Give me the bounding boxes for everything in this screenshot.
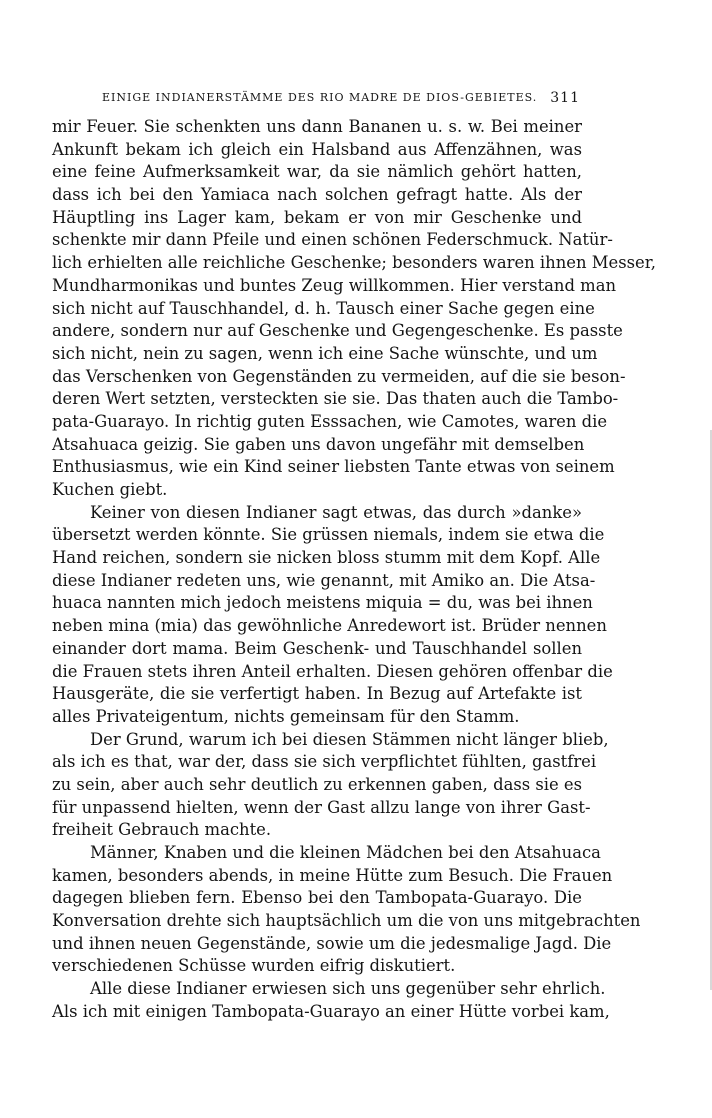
text-line: lich erhielten alle reichliche Geschenke; besonders waren ihnen Messer, [52, 253, 656, 273]
text-line: Hausgeräte, die sie verfertigt haben. In Bezug auf Artefakte ist [52, 684, 582, 704]
text-line: Alle diese Indianer erwiesen sich uns gegenüber sehr ehrlich. [90, 979, 606, 999]
text-line: Kuchen giebt. [52, 480, 168, 499]
text-line: Keiner von diesen Indianer sagt etwas, das durch »danke» [90, 502, 582, 522]
body-text [52, 116, 656, 1024]
text-line: eine feine Aufmerksamkeit war, da sie nämlich gehört hatten, [52, 162, 582, 182]
text-line: Als ich mit einigen Tambopata-Guarayo an einer Hütte vorbei kam, [52, 1001, 610, 1021]
running-head [52, 89, 580, 107]
text-line: die Frauen stets ihren Anteil erhalten. Diesen gehören offenbar die [52, 661, 613, 681]
paragraph [52, 842, 641, 978]
text-line: einander dort mama. Beim Geschenk- und Tauschhandel sollen [52, 638, 582, 658]
text-line: deren Wert setzten, versteckten sie sie. Das thaten auch die Tambo- [52, 389, 619, 409]
text-line: verschiedenen Schüsse wurden eifrig diskutiert. [52, 956, 456, 976]
text-line: Ankunft bekam ich gleich ein Halsband aus Affenzähnen, was [52, 139, 582, 159]
text-line: sich nicht, nein zu sagen, wenn ich eine Sache wünschte, und um [52, 343, 598, 363]
text-line: Konversation drehte sich hauptsächlich um die von uns mitgebrachten [52, 911, 641, 931]
text-line: Der Grund, warum ich bei diesen Stämmen nicht länger blieb, [90, 729, 609, 749]
text-line: Atsahuaca geizig. Sie gaben uns davon ungefähr mit demselben [52, 434, 585, 454]
text-line: neben mina (mia) das gewöhnliche Anredewort ist. Brüder nennen [52, 616, 607, 636]
text-line: freiheit Gebrauch machte. [52, 820, 272, 840]
text-line: diese Indianer redeten uns, wie genannt, mit Amiko an. Die Atsa- [52, 570, 596, 590]
text-line: dass ich bei den Yamiaca nach solchen gefragt hatte. Als der [52, 185, 582, 205]
text-line: für unpassend hielten, wenn der Gast allzu lange von ihrer Gast- [52, 797, 591, 817]
text-line: zu sein, aber auch sehr deutlich zu erkennen gaben, dass sie es [52, 774, 583, 794]
paragraph [52, 502, 613, 729]
text-line: andere, sondern nur auf Geschenke und Gegengeschenke. Es passte [52, 321, 623, 341]
text-line: schenkte mir dann Pfeile und einen schönen Federschmuck. Natür- [52, 230, 613, 250]
text-line: huaca nannten mich jedoch meistens miquia = du, was bei ihnen [52, 593, 593, 613]
page-number: 311 [550, 90, 580, 106]
text-line: das Verschenken von Gegenständen zu vermeiden, auf die sie beson- [52, 366, 626, 386]
text-line: mir Feuer. Sie schenkten uns dann Bananen u. s. w. Bei meiner [52, 117, 582, 136]
text-line: und ihnen neuen Gegenstände, sowie um die jedesmalige Jagd. Die [52, 933, 612, 953]
text-line: Mundharmonikas und buntes Zeug willkommen. Hier verstand man [52, 275, 617, 295]
text-line: kamen, besonders abends, in meine Hütte zum Besuch. Die Frauen [52, 865, 613, 885]
paragraph [52, 978, 610, 1023]
text-line: Hand reichen, sondern sie nicken bloss stumm mit dem Kopf. Alle [52, 548, 601, 568]
text-line: dagegen blieben fern. Ebenso bei den Tambopata-Guarayo. Die [52, 888, 582, 908]
text-line: Männer, Knaben und die kleinen Mädchen bei den Atsahuaca [90, 843, 601, 862]
text-line: übersetzt werden könnte. Sie grüssen niemals, indem sie etwa die [52, 525, 605, 545]
text-line: sich nicht auf Tauschhandel, d. h. Tausch einer Sache gegen eine [52, 298, 595, 318]
text-line: als ich es that, war der, dass sie sich verpflichtet fühlten, gastfrei [52, 752, 597, 772]
paragraph [52, 729, 609, 842]
text-line: alles Privateigentum, nichts gemeinsam für den Stamm. [52, 706, 520, 726]
text-line: Häuptling ins Lager kam, bekam er von mir Geschenke und [52, 207, 582, 227]
running-head-title: EINIGE INDIANERSTÄMME DES RIO MADRE DE DIOS-GEBIETES. [102, 91, 538, 104]
text-line: pata-Guarayo. In richtig guten Esssachen, wie Camotes, waren die [52, 411, 608, 431]
paragraph [52, 116, 656, 502]
text-line: Enthusiasmus, wie ein Kind seiner liebsten Tante etwas von seinem [52, 457, 615, 477]
